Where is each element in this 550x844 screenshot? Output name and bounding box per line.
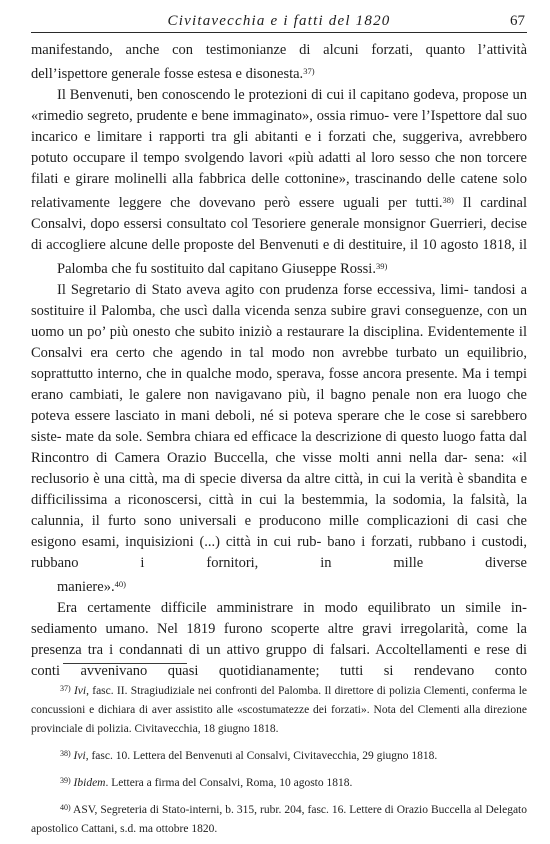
body-text [31, 40, 527, 682]
footnote-38 [31, 744, 527, 766]
page-header [31, 12, 527, 33]
text-line: propose un «rimedio segreto, prudente e bene immaginato», ossia rimuo- [31, 87, 527, 124]
text-line: modo, sperava, fosse ancora presente. Ma i tempi erano cambiati, le galere [31, 366, 527, 403]
text-line: bano i forzati, rubbano i custodi, rubbano i fornitori, in mille diverse [31, 534, 528, 571]
footnote-text: , fasc. 10. Lettera del Benvenuti al Consalvi, Civitavecchia, 29 giugno 1818. [85, 750, 438, 762]
footnote-ref: 38) [442, 195, 454, 205]
text-line: vere l’Ispettore dal suo incarico e limitare i rapporti tra gli abitanti e i [31, 108, 527, 145]
footnotes [31, 679, 527, 844]
footnote-37 [31, 679, 527, 739]
text-line: Palomba che fu sostituito dal capitano Giuseppe Rossi. [57, 261, 376, 277]
text-line: Il Segretario di Stato aveva agito con prudenza forse eccessiva, limi- [57, 282, 469, 298]
text-line: dovevano però essere uguali per tutti. [199, 195, 443, 211]
text-line: dell’ispettore generale fosse estesa e disonesta. [31, 66, 304, 82]
text-line: lasciato in mani deboli, né si poteva sperare che le cose si sarebbero siste- [31, 408, 528, 445]
footnote-ref: 40) [114, 579, 126, 589]
footnote-text: , fasc. II. Stragiudiziale nei confronti del Palomba. Il direttore di polizia Clementi, conferma le concussioni e dichiara di aver assistito alle «scostumatezze dei forzati». Nota del Clementi alla direzione provinciale di polizia. Civitavecchia, 18 giugno 1818. [31, 685, 527, 735]
text-line-last [31, 61, 527, 85]
footnote-40 [31, 798, 527, 839]
text-line: manifestando, anche con testimonianze di alcuni forzati, quanto l’attività [31, 42, 527, 58]
text-line: complicazioni di casi che esigono esami, inquisizioni (...) città in cui rub- [31, 513, 527, 550]
page-number: 67 [510, 13, 525, 29]
text-line: rese di conti avvenivano quasi quotidianamente; tutti si rendevano conto [31, 642, 528, 679]
footnote-ref: 37) [303, 66, 315, 76]
text-line-last [31, 256, 527, 280]
footnote-lead: Ivi [73, 750, 86, 762]
text-line: maniere». [57, 579, 115, 595]
text-line: tandosi a sostituire il Palomba, che uscì dalla vicenda senza subire gravi [31, 282, 528, 319]
text-line: la presenza tra i condannati di un attivo gruppo di falsari. Accoltellamenti e [31, 621, 527, 658]
text-line: mate da sole. Sembra chiara ed efficace la descrizione di questo luogo fatta [65, 429, 506, 445]
text-line: la verità è sbandita e difficilissima a riconoscersi, città in cui la bestemmia, [31, 471, 528, 508]
text-line-last [31, 574, 527, 598]
running-title: Civitavecchia e i fatti del 1820 [167, 13, 391, 29]
text-line: dal Rincontro di Camera Orazio Buccella, che visse molti anni nella dar- [31, 429, 528, 466]
footnote-number: 38) [60, 749, 71, 758]
footnote-number: 39) [60, 776, 71, 785]
text-line: Il Benvenuti, ben conoscendo le protezioni di cui il capitano godeva, [57, 87, 459, 103]
footnote-39 [31, 771, 527, 793]
footnote-divider [63, 663, 187, 664]
paragraph-3 [31, 280, 527, 598]
paragraph-4 [31, 598, 527, 682]
text-line: non navigavano più, il bagno penale non era luogo che poteva essere [31, 387, 527, 424]
text-line: Il cardinal Consalvi, dopo essersi [31, 195, 527, 232]
footnote-number: 37) [60, 684, 71, 693]
footnote-text: . Lettera a firma del Consalvi, Roma, 10 agosto 1818. [105, 777, 353, 789]
footnote-lead: Ivi [73, 685, 87, 697]
text-line: la disciplina. Evidentemente il Consalvi era certo che agendo in tal modo [31, 324, 527, 361]
text-line: alcune delle proposte del Benvenuti e di destituire, il 10 agosto 1818, il [109, 237, 527, 253]
text-line: sena: «il reclusorio è una città, ma di specie diversa da altre città, in cui [31, 450, 527, 487]
text-line: conseguenze, con un uomo un po’ più onesto che subito iniziò a restaurare [31, 303, 528, 340]
text-line: la sodomia, la falsità, la calunnia, il furto sono universali e producono mille [31, 492, 528, 529]
text-line: Era certamente difficile amministrare in modo equilibrato un simile in- [57, 600, 527, 616]
paragraph-1 [31, 40, 527, 85]
text-line: sediamento umano. Nel 1819 furono scoperte altre gravi irregolarità, come [31, 621, 509, 637]
text-line: forzati che, suggeriva, avrebbero potuto occupare il tempo svolgendo lavori [31, 129, 528, 166]
paragraph-2 [31, 85, 527, 280]
text-line: «più adatti al loro sesso che non torcere filati e girare molinelli alla fabbrica [31, 150, 527, 187]
footnote-text: ASV, Segreteria di Stato-interni, b. 315, rubr. 204, fasc. 16. Lettere di Orazio Buccella al Delegato apostolico Cattani, s.d. ma ottobre 1820. [31, 804, 527, 835]
text-line: non avrebbe turbato un equilibrio, soprattutto interno, che in qualche [31, 345, 527, 382]
footnote-number: 40) [60, 803, 71, 812]
text-line: consultato col Tesoriere generale monsignor Guerrieri, decise di accogliere [31, 216, 527, 253]
text-line: delle cottonine», trascinando delle catene solo relativamente leggere che [31, 171, 528, 211]
footnote-lead: Ibidem [73, 777, 106, 789]
footnote-ref: 39) [375, 261, 388, 271]
